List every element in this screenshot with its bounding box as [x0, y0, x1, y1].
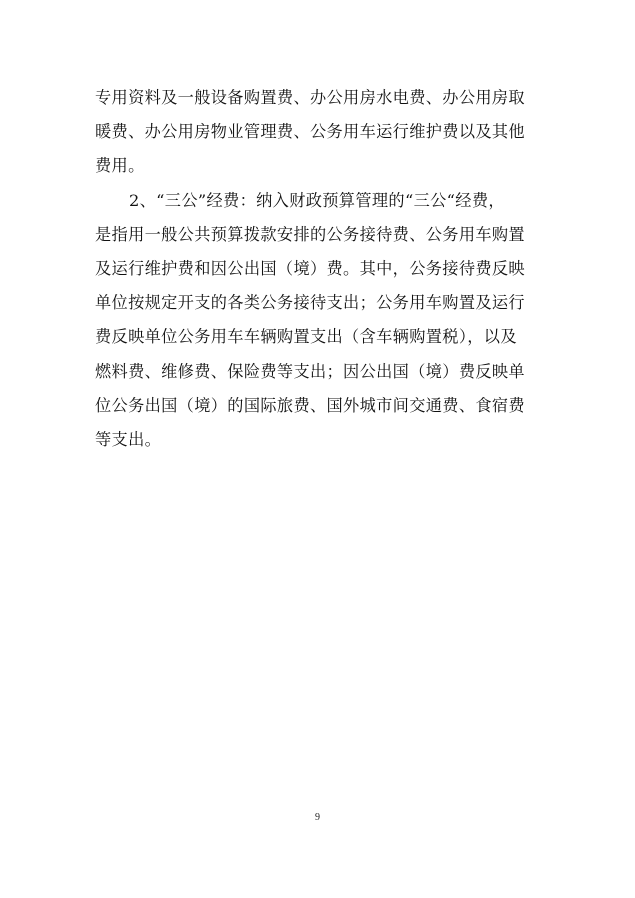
text-line: 暖费、办公用房物业管理费、公务用车运行维护费以及其他 — [95, 122, 525, 142]
text-line: 燃料费、维修费、保险费等支出；因公出国（境）费反映单 — [95, 361, 525, 381]
text-line: 位公务出国（境）的国际旅费、国外城市间交通费、食宿费 — [95, 395, 525, 415]
text-line: 专用资料及一般设备购置费、办公用房水电费、办公用房取 — [95, 88, 525, 107]
text-line: 单位按规定开支的各类公务接待支出；公务用车购置及运行 — [95, 293, 525, 313]
text-line: 2、“三公”经费：纳入财政预算管理的“三公“经费， — [129, 190, 505, 210]
text-line: 是指用一般公共预算拨款安排的公务接待费、公务用车购置 — [95, 224, 525, 244]
body-text — [95, 81, 545, 457]
text-line: 费用。 — [95, 156, 145, 176]
text-line: 费反映单位公务用车车辆购置支出（含车辆购置税），以及 — [95, 327, 517, 347]
paragraph-expense-items — [95, 81, 545, 184]
page-number: 9 — [315, 812, 320, 823]
paragraph-three-public-expenses — [95, 184, 545, 458]
text-line: 等支出。 — [95, 429, 162, 449]
text-line: 及运行维护费和因公出国（境）费。其中，公务接待费反映 — [95, 258, 525, 278]
